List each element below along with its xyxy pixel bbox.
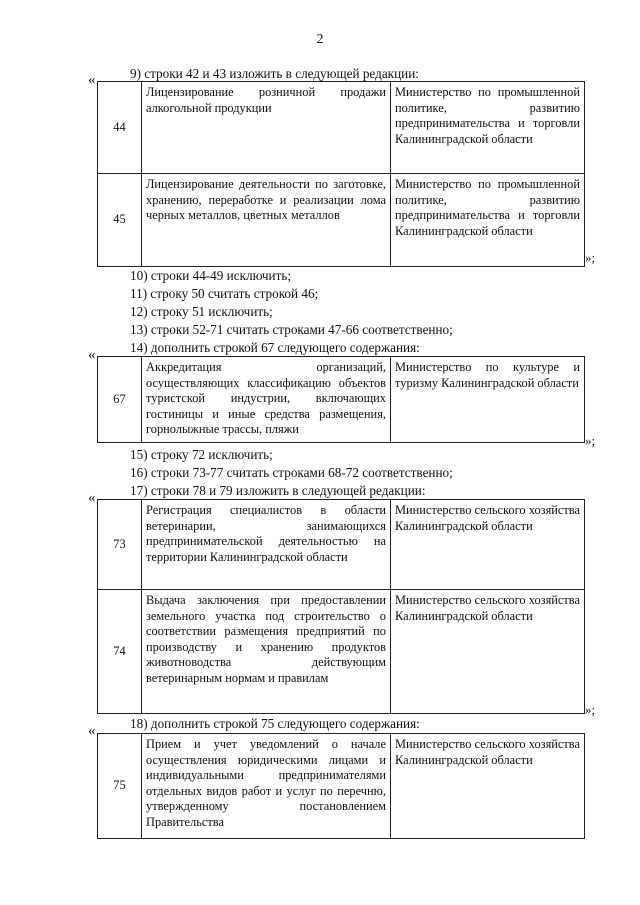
- row-authority: Министерство по промышленной политике, развитию предпринимательства и торговли Калининградской области: [391, 174, 585, 267]
- item-10: 10) строки 44-49 исключить;: [130, 268, 292, 283]
- item-17: 17) строки 78 и 79 изложить в следующей редакции:: [130, 483, 426, 498]
- row-authority: Министерство по культуре и туризму Калининградской области: [391, 357, 585, 443]
- item-9: 9) строки 42 и 43 изложить в следующей редакции:: [130, 66, 419, 81]
- table-row: [98, 734, 585, 839]
- quote-open: «: [88, 72, 96, 88]
- quote-open: «: [88, 490, 96, 506]
- item-15: 15) строку 72 исключить;: [130, 447, 273, 462]
- item-13: 13) строки 52-71 считать строками 47-66 соответственно;: [130, 322, 453, 337]
- item-12: 12) строку 51 исключить;: [130, 304, 273, 319]
- table-rows-44-45: [97, 81, 585, 267]
- item-14: 14) дополнить строкой 67 следующего содержания:: [130, 340, 420, 355]
- table-row: [98, 174, 585, 267]
- table-row-67: [97, 356, 585, 443]
- row-number: 67: [98, 357, 142, 443]
- table-row: [98, 590, 585, 714]
- row-number: 73: [98, 500, 142, 590]
- row-number: 74: [98, 590, 142, 714]
- table-row: [98, 82, 585, 174]
- quote-open: «: [88, 723, 96, 739]
- quote-close: »;: [585, 702, 596, 717]
- row-number: 75: [98, 734, 142, 839]
- quote-close: »;: [585, 433, 596, 448]
- item-18: 18) дополнить строкой 75 следующего содержания:: [130, 716, 420, 731]
- page-number: 2: [316, 32, 324, 47]
- row-authority: Министерство сельского хозяйства Калининградской области: [391, 734, 585, 839]
- table-row: [98, 357, 585, 443]
- row-description: Регистрация специалистов в области ветеринарии, занимающихся предпринимательской деятельностью на территории Калининградской области: [142, 500, 391, 590]
- quote-close: »;: [585, 250, 596, 265]
- table-rows-73-74: [97, 499, 585, 714]
- row-description: Выдача заключения при предоставлении земельного участка под строительство о соответствии размещения предприятий по производству и хранению продуктов животноводства действующим ветеринарным нормам и правилам: [142, 590, 391, 714]
- table-row: [98, 500, 585, 590]
- row-description: Лицензирование розничной продажи алкогольной продукции: [142, 82, 391, 174]
- quote-open: «: [88, 347, 96, 363]
- item-16: 16) строки 73-77 считать строками 68-72 соответственно;: [130, 465, 453, 480]
- row-number: 44: [98, 82, 142, 174]
- table-row-75: [97, 733, 585, 839]
- row-description: Лицензирование деятельности по заготовке, хранению, переработке и реализации лома черных металлов, цветных металлов: [142, 174, 391, 267]
- row-number: 45: [98, 174, 142, 267]
- row-description: Прием и учет уведомлений о начале осуществления юридическими лицами и индивидуальными предпринимателями отдельных видов работ и услуг по перечню, утвержденному постановлением Правительства: [142, 734, 391, 839]
- row-authority: Министерство сельского хозяйства Калининградской области: [391, 500, 585, 590]
- item-11: 11) строку 50 считать строкой 46;: [130, 286, 319, 301]
- row-authority: Министерство по промышленной политике, развитию предпринимательства и торговли Калининградской области: [391, 82, 585, 174]
- row-description: Аккредитация организаций, осуществляющих классификацию объектов туристской индустрии, включающих гостиницы и иные средства размещения, горнолыжные трассы, пляжи: [142, 357, 391, 443]
- row-authority: Министерство сельского хозяйства Калининградской области: [391, 590, 585, 714]
